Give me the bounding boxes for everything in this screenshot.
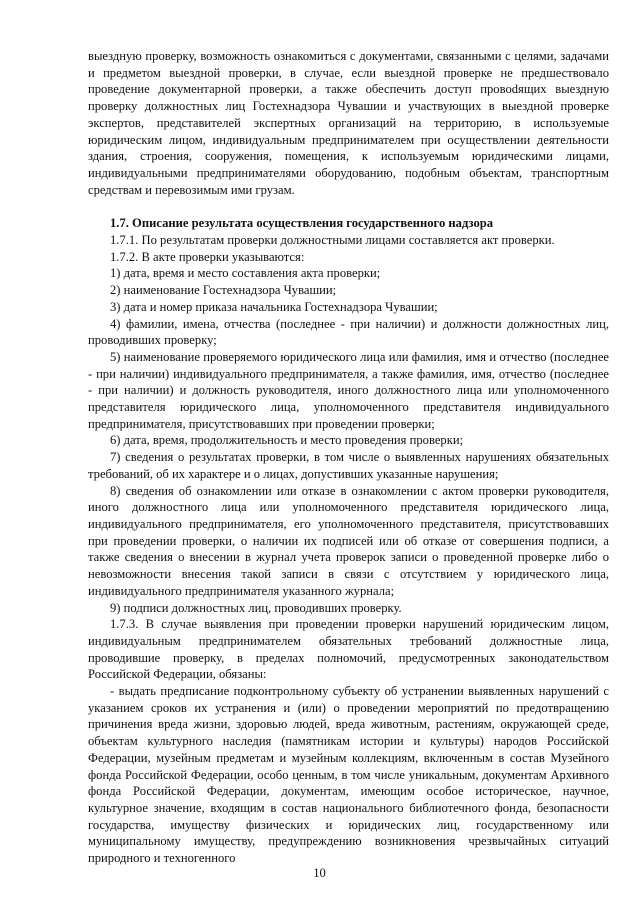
paragraph-order-issue: - выдать предписание подконтрольному субъекту об устранении выявленных нарушений с указанием сроков их устранения и (или) о проведении мероприятий по предотвращению причинения вреда жизни, здоровью людей, вреда животным, растениям, окружающей среде, объектам культурного наследия (памятникам истории и культуры) народов Российской Федерации, музейным предметам и музейным коллекциям, включенным в состав Музейного фонда Российской Федерации, особо ценным, в том числе уникальным, документам Архивного фонда Российской Федерации, документам, имеющим особое историческое, научное, культурное значение, входящим в состав национального библиотечного фонда, безопасности государства, имуществу физических и юридических лиц, государственному или муниципальному имуществу, предупреждению возникновения чрезвычайных ситуаций природного и техногенного: [88, 684, 609, 866]
paragraph-1-7-1: 1.7.1. По результатам проверки должностными лицами составляется акт проверки.: [110, 233, 555, 248]
section-gap: [88, 198, 609, 215]
list-item-5: 5) наименование проверяемого юридического лица или фамилия, имя и отчество (последнее - при наличии) индивидуального предпринимателя, а также фамилия, имя, отчество (последнее - при наличии) и должность руководителя, иного должностного лица или уполномоченного представителя юридического лица, уполномоченного представителя индивидуального предпринимателя, присутствовавших при проведении проверки;: [88, 349, 609, 431]
list-item-1: 1) дата, время и место составления акта проверки;: [110, 266, 381, 281]
list-item-9: 9) подписи должностных лиц, проводивших проверку.: [110, 600, 402, 615]
paragraph-inspection-access: выездную проверку, возможность ознакомиться с документами, связанными с целями, задачами и предметом выездной проверки, в случае, если выездной проверке не предшествовало проведение документарной проверки, а также обеспечить доступ провоdящих выездную проверку должностных лиц Гостехнадзора Чувашии и участвующих в выездной проверке экспертов, представителей экспертных организаций на территорию, в используемые юридическим лицом, индивидуальным предпринимателем при осуществлении деятельности здания, строения, сооружения, помещения, к используемым юридическими лицами, индивидуальными предпринимателями оборудованию, подобным объектам, транспортным средствам и перевозимым ими грузам.: [88, 49, 609, 197]
list-item-3: 3) дата и номер приказа начальника Гостехнадзора Чувашии;: [110, 299, 438, 314]
section-heading-1-7: 1.7. Описание результата осуществления государственного надзора: [110, 216, 494, 231]
page-number: 10: [313, 866, 326, 880]
list-item-2: 2) наименование Гостехнадзора Чувашии;: [110, 283, 337, 298]
list-item-7: 7) сведения о результатах проверки, в том числе о выявленных нарушениях обязательных требований, об их характере и о лицах, допустивших указанные нарушения;: [88, 450, 609, 481]
list-item-4: 4) фамилии, имена, отчества (последнее - при наличии) и должности должностных лиц, проводивших проверку;: [88, 316, 609, 348]
paragraph-1-7-3: 1.7.3. В случае выявления при проведении проверки нарушений юридическим лицом, индивидуальным предпринимателем обязательных требований должностные лица, проводившие проверку, в пределах полномочий, предусмотренных законодательством Российской Федерации, обязаны:: [88, 617, 609, 682]
document-page: [88, 48, 609, 867]
list-item-6: 6) дата, время, продолжительность и место проведения проверки;: [110, 433, 464, 448]
list-item-8: 8) сведения об ознакомлении или отказе в ознакомлении с актом проверки руководителя, иного должностного лица или уполномоченного представителя юридического лица, индивидуального предпринимателя, его уполномоченного представителя, присутствовавших при проведении проверки, о наличии их подписей или об отказе от совершения подписи, а также сведения о внесении в журнал учета проверок записи о проведенной проверке либо о невозможности внесения такой записи в связи с отсутствием у юридического лица, индивидуального предпринимателя указанного журнала;: [88, 483, 609, 598]
paragraph-1-7-2: 1.7.2. В акте проверки указываются:: [110, 249, 305, 264]
